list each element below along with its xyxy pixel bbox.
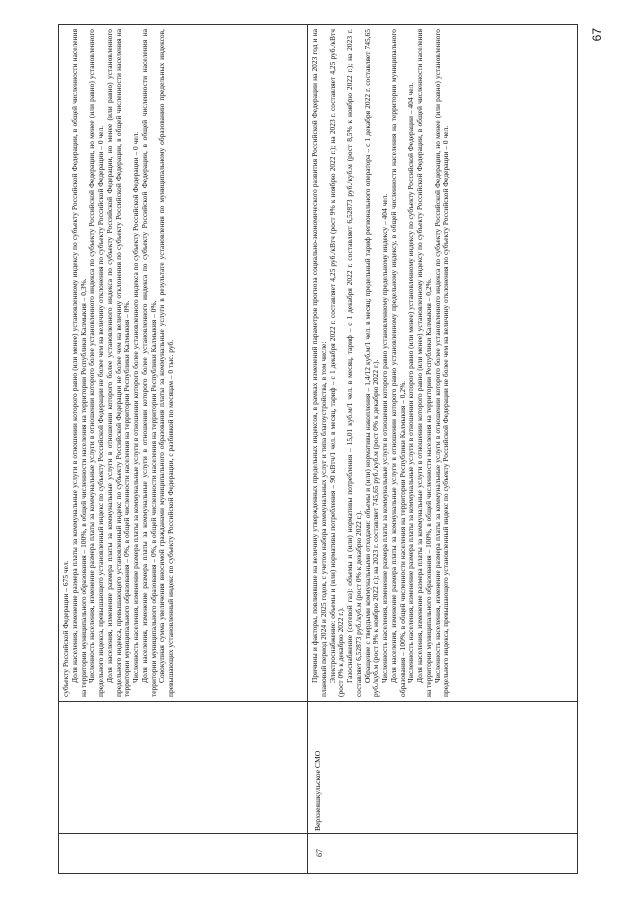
row-number (65, 833, 313, 873)
paragraph: Численность населения, изменение размера платы за коммунальные услуги в отношении которого более установленного индекса по субъекту Российской Федерации – 0 чел. (131, 131, 140, 683)
row-description (311, 29, 451, 697)
paragraph: Совокупная сумма увеличения вносимой гражданами муниципального образования платы за коммунальные услуги в результате установления по муниципальному образованию предельных индексов, превышающих установленный индекс по субъекту Российской Федерации, с разбивкой по месяцам – 0 тыс. руб. (157, 29, 175, 697)
paragraph: Доля населения, изменение размера платы за коммунальные услуги в отношении которого равно (или менее) установленному индексу по субъекту Российской Федерации, в общей численности населения на территории муниципального образования – 100%, в общей численности населения на территории Республики Калмыкия – 0,2%. (415, 29, 433, 697)
paragraph: Численность населения, изменение размера платы за коммунальные услуги в отношении которого более установленного индекса по субъекту Российской Федерации, но менее (или равно) установленного предельного индекса, превышающего установленный индекс по субъекту Российской Федерации не более чем на величину отклонения по субъекту Российской Федерации – 0 чел. (87, 29, 105, 697)
paragraph: Электроснабжение: объемы и (или) нормативы потребления – 90 кВтч/1 чел. в месяц, тариф – с 1 декабря 2022 г. составляет 4,25 руб./кВтч (рост 9% к ноябрю 2022 г.); на 2023 г. составляет 4,25 руб./кВтч (рост 0% к декабрю 2022 г.). (327, 29, 346, 697)
paragraph: Газоснабжение (сетевой газ): объемы и (или) нормативы потребления – 15,01 куб.м/1 чел. в месяц, тариф – с 1 декабря 2022 г. составляет 6,52873 руб./куб.м (рост 8,5% к ноябрю 2022 г.); на 2023 г. составляет 6,52873 руб./куб.м (рост 0% к декабрю 2022 г.). (345, 29, 363, 697)
paragraph: Доля населения, изменение размера платы за коммунальные услуги в отношении которого более установленного индекса по субъекту Российской Федерации, в общей численности населения на территории муниципального образования – 0%, в общей численности населения на территории Республики Калмыкия – 0%. (139, 29, 158, 697)
data-table (58, 24, 578, 874)
row-number: 67 (315, 849, 324, 857)
paragraph: Доля населения, изменение размера платы за коммунальные услуги в отношении которого равно установленному предельному индексу, в общей численности населения на территории муниципального образования – 100%, в общей численности населения на территории Республики Калмыкия – 0,2%. (388, 29, 407, 697)
paragraph: Причины и факторы, повлиявшие на величину утвержденных предельных индексов, в рамках изменений параметров прогноза социально-экономического развития Российской Федерации на 2023 год и на плановый период 2024 и 2025 годов, с учетом набора коммунальных услуг и типа благоустройства, в том числе: (310, 29, 328, 697)
municipality-name (65, 705, 313, 831)
paragraph: Доля населения, изменение размера платы за коммунальные услуги в отношении которого равно (или менее) установленному индексу по субъекту Российской Федерации, в общей численности населения на территории муниципального образования – 100%, в общей численности населения на территории Республики Калмыкия – 0,3%. (69, 29, 88, 697)
paragraph: Численность населения, изменение размера платы за коммунальные услуги в отношении которого равно установленному предельному индексу – 404 чел. (380, 193, 389, 683)
municipality-name: Верхнеяшкульское СМО (313, 750, 322, 831)
page-number: 67 (590, 28, 604, 42)
paragraph: Доля населения, изменение размера платы за коммунальные услуги в отношении которого более установленного индекса по субъекту Российской Федерации, но менее (или равно) установленного предельного индекса, превышающего установленный индекс по субъекту Российской Федерации не более чем на величину отклонения по субъекту Российской Федерации, в общей численности населения на территории муниципального образования – 0%, в общей численности населения на территории Республики Калмыкия – 0%. (104, 29, 132, 697)
row-description (62, 29, 310, 697)
paragraph: Обращение с твердыми коммунальными отходами: объемы и (или) нормативы накопления – 1,4/12 куб.м/1 чел. в месяц; предельный тариф регионального оператора – с 1 декабря 2022 г. составляет 745,65 руб./куб.м (рост 9% к ноябрю 2022 г.); на 2023 г. составляет 745,65 руб./куб.м (рост 0% к декабрю 2022 г.). (362, 29, 381, 697)
paragraph: Численность населения, изменение размера платы за коммунальные услуги в отношении которого равно (или менее) установленному индексу по субъекту Российской Федерации – 404 чел. (406, 82, 416, 683)
paragraph: субъекту Российской Федерации – 675 чел. (61, 560, 70, 697)
paragraph: Численность населения, изменение размера платы за коммунальные услуги в отношении которого более установленного индекса по субъекту Российской Федерации, но менее (или равно) установленного предельного индекса, превышающего установленный индекс по субъекту Российской Федерации не более чем на величину отклонения по субъекту Российской Федерации – 0 чел. (432, 29, 451, 697)
